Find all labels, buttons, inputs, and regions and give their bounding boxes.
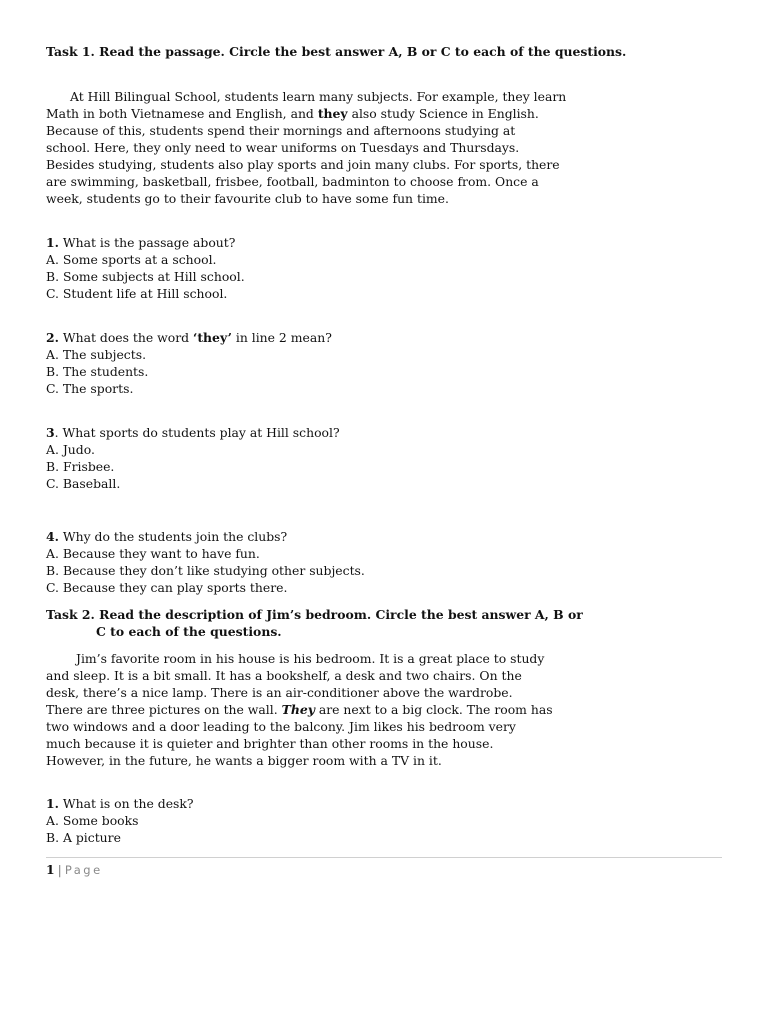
footer-divider xyxy=(46,857,722,858)
passage-line: much because it is quieter and brighter than other rooms in the house. xyxy=(46,736,494,751)
keyword-they: they xyxy=(317,106,348,121)
question-prompt: 1. What is the passage about? xyxy=(46,235,236,250)
passage-line: Because of this, students spend their mornings and afternoons studying at xyxy=(46,123,516,138)
task1-heading: Task 1. Read the passage. Circle the best answer A, B or C to each of the questions. xyxy=(46,44,627,59)
answer-option: B. Some subjects at Hill school. xyxy=(46,269,245,284)
answer-option: B. A picture xyxy=(46,830,121,845)
passage-line: school. Here, they only need to wear uniforms on Tuesdays and Thursdays. xyxy=(46,140,520,155)
passage-line: week, students go to their favourite club to have some fun time. xyxy=(46,191,449,206)
page-footer xyxy=(46,861,103,879)
passage-line: Jim’s favorite room in his house is his bedroom. It is a great place to study xyxy=(76,651,545,666)
page-number: 1 xyxy=(46,862,55,877)
passage-line: Math in both Vietnamese and English, and they also study Science in English. xyxy=(46,106,539,121)
page-label: Page xyxy=(64,863,103,877)
passage-line: However, in the future, he wants a bigger room with a TV in it. xyxy=(46,753,442,768)
answer-option: C. Student life at Hill school. xyxy=(46,286,228,301)
answer-option: A. Some books xyxy=(46,813,139,828)
answer-option: B. Frisbee. xyxy=(46,459,115,474)
passage-line: are swimming, basketball, frisbee, football, badminton to choose from. Once a xyxy=(46,174,539,189)
passage-line: At Hill Bilingual School, students learn many subjects. For example, they learn xyxy=(70,89,567,104)
answer-option: A. The subjects. xyxy=(46,347,147,362)
question-prompt: 3. What sports do students play at Hill school? xyxy=(46,425,340,440)
answer-option: A. Because they want to have fun. xyxy=(46,546,260,561)
answer-option: B. The students. xyxy=(46,364,149,379)
passage-line: Besides studying, students also play sports and join many clubs. For sports, there xyxy=(46,157,560,172)
question-prompt: 2. What does the word ‘they’ in line 2 mean? xyxy=(46,330,332,345)
answer-option: C. Because they can play sports there. xyxy=(46,580,288,595)
passage-line: two windows and a door leading to the balcony. Jim likes his bedroom very xyxy=(46,719,516,734)
answer-option: A. Judo. xyxy=(46,442,95,457)
passage-line: and sleep. It is a bit small. It has a bookshelf, a desk and two chairs. On the xyxy=(46,668,522,683)
question-prompt: 4. Why do the students join the clubs? xyxy=(46,529,288,544)
answer-option: A. Some sports at a school. xyxy=(46,252,217,267)
keyword-they: They xyxy=(281,702,315,717)
answer-option: B. Because they don’t like studying other subjects. xyxy=(46,563,365,578)
passage-line: desk, there’s a nice lamp. There is an air-conditioner above the wardrobe. xyxy=(46,685,513,700)
task2-heading-continued: C to each of the questions. xyxy=(96,624,282,639)
answer-option: C. The sports. xyxy=(46,381,134,396)
question-prompt: 1. What is on the desk? xyxy=(46,796,194,811)
passage-line: There are three pictures on the wall. They are next to a big clock. The room has xyxy=(46,702,553,717)
answer-option: C. Baseball. xyxy=(46,476,121,491)
footer-separator: | xyxy=(57,862,62,877)
task2-heading: Task 2. Read the description of Jim’s bedroom. Circle the best answer A, B or xyxy=(46,607,583,622)
